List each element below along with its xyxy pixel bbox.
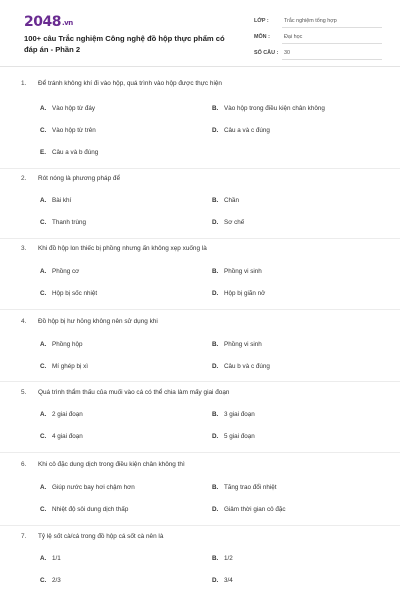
question-divider	[0, 309, 400, 310]
option-a[interactable]: A. Giúp nước bay hơi chậm hơn	[40, 484, 135, 491]
question-divider	[0, 525, 400, 526]
option-c[interactable]: C. 4 giai đoạn	[40, 433, 83, 440]
question-text: Rót nóng là phương pháp để	[38, 175, 121, 182]
meta-row-subject	[254, 30, 382, 44]
question-text: Tỷ lệ sốt cà/cá trong đồ hộp cá sốt cà nên là	[38, 533, 164, 540]
question-header	[0, 175, 400, 187]
question-text: Quá trình thẩm thấu của muối vào cá có thể chia làm mấy giai đoạn	[38, 389, 230, 396]
question-2	[0, 175, 400, 226]
question-number: 4.	[21, 318, 27, 325]
question-divider	[0, 168, 400, 169]
question-header	[0, 533, 400, 545]
meta-info	[254, 14, 382, 62]
option-b[interactable]: B. Vào hộp trong điều kiện chân không	[212, 105, 325, 112]
logo-main: 2048	[24, 14, 61, 30]
question-text: Đồ hộp bị hư hỏng không nên sử dụng khi	[38, 318, 158, 325]
option-d[interactable]: D. Hộp bị giãn nở	[212, 290, 266, 297]
site-logo[interactable]	[24, 14, 73, 30]
question-number: 1.	[21, 80, 27, 87]
option-d[interactable]: D. 5 giai đoạn	[212, 433, 255, 440]
question-header	[0, 389, 400, 401]
question-text: Khi cô đặc dung dịch trong điều kiện chân không thì	[38, 461, 185, 468]
question-divider	[0, 238, 400, 239]
logo-sub: .vn	[61, 19, 73, 27]
question-number: 5.	[21, 389, 27, 396]
document-title: 100+ câu Trắc nghiệm Công nghệ đồ hộp thực phẩm có đáp án - Phần 2	[24, 34, 225, 54]
option-d[interactable]: D. Sơ chế	[212, 219, 245, 226]
header-divider	[0, 66, 400, 67]
option-b[interactable]: B. Phồng vi sinh	[212, 341, 262, 348]
option-d[interactable]: D. Câu b và c đúng	[212, 363, 270, 370]
meta-row-class	[254, 14, 382, 28]
option-c[interactable]: C. Vào hộp từ trên	[40, 127, 96, 134]
option-c[interactable]: C. Nhiệt độ sôi dung dịch thấp	[40, 506, 129, 513]
option-a[interactable]: A. Phồng cơ	[40, 268, 80, 275]
question-4	[0, 318, 400, 370]
option-e[interactable]: E. Câu a và b đúng	[40, 149, 99, 156]
option-a[interactable]: A. Vào hộp từ đáy	[40, 105, 96, 112]
option-c[interactable]: C. Thanh trùng	[40, 219, 86, 226]
question-number: 3.	[21, 245, 27, 252]
question-3	[0, 245, 400, 297]
question-number: 2.	[21, 175, 27, 182]
meta-value: Trắc nghiệm tổng hợp	[282, 15, 382, 28]
question-divider	[0, 452, 400, 453]
question-divider	[0, 381, 400, 382]
question-header	[0, 461, 400, 473]
question-text: Để tránh không khí đi vào hộp, quá trình vào hộp được thực hiện	[38, 80, 222, 87]
option-c[interactable]: C. Hộp bị sốc nhiệt	[40, 290, 98, 297]
option-b[interactable]: B. Chần	[212, 197, 240, 204]
question-7	[0, 533, 400, 584]
question-6	[0, 461, 400, 513]
question-1	[0, 80, 400, 156]
option-b[interactable]: B. Phồng vi sinh	[212, 268, 262, 275]
option-c[interactable]: C. Mí ghép bị xì	[40, 363, 89, 370]
meta-key: SỐ CÂU :	[254, 50, 279, 56]
option-b[interactable]: B. 1/2	[212, 555, 233, 562]
option-a[interactable]: A. 2 giai đoạn	[40, 411, 83, 418]
question-number: 7.	[21, 533, 27, 540]
option-d[interactable]: D. Câu a và c đúng	[212, 127, 270, 134]
meta-value: Đại học	[282, 31, 382, 44]
option-a[interactable]: A. Phồng hộp	[40, 341, 83, 348]
question-text: Khi đồ hộp lon thiếc bị phồng nhưng ấn không xẹp xuống là	[38, 245, 207, 252]
option-d[interactable]: D. Giảm thời gian cô đặc	[212, 506, 286, 513]
question-header	[0, 318, 400, 330]
meta-value: 30	[282, 47, 382, 60]
option-a[interactable]: A. Bài khí	[40, 197, 72, 204]
meta-key: MÔN :	[254, 34, 270, 40]
question-header	[0, 245, 400, 257]
option-c[interactable]: C. 2/3	[40, 577, 61, 584]
question-5	[0, 389, 400, 440]
option-b[interactable]: B. 3 giai đoạn	[212, 411, 255, 418]
meta-row-count	[254, 46, 382, 60]
question-number: 6.	[21, 461, 27, 468]
option-d[interactable]: D. 3/4	[212, 577, 233, 584]
option-b[interactable]: B. Tăng trao đổi nhiệt	[212, 484, 277, 491]
question-header	[0, 80, 400, 92]
meta-key: LỚP :	[254, 18, 269, 24]
option-a[interactable]: A. 1/1	[40, 555, 61, 562]
